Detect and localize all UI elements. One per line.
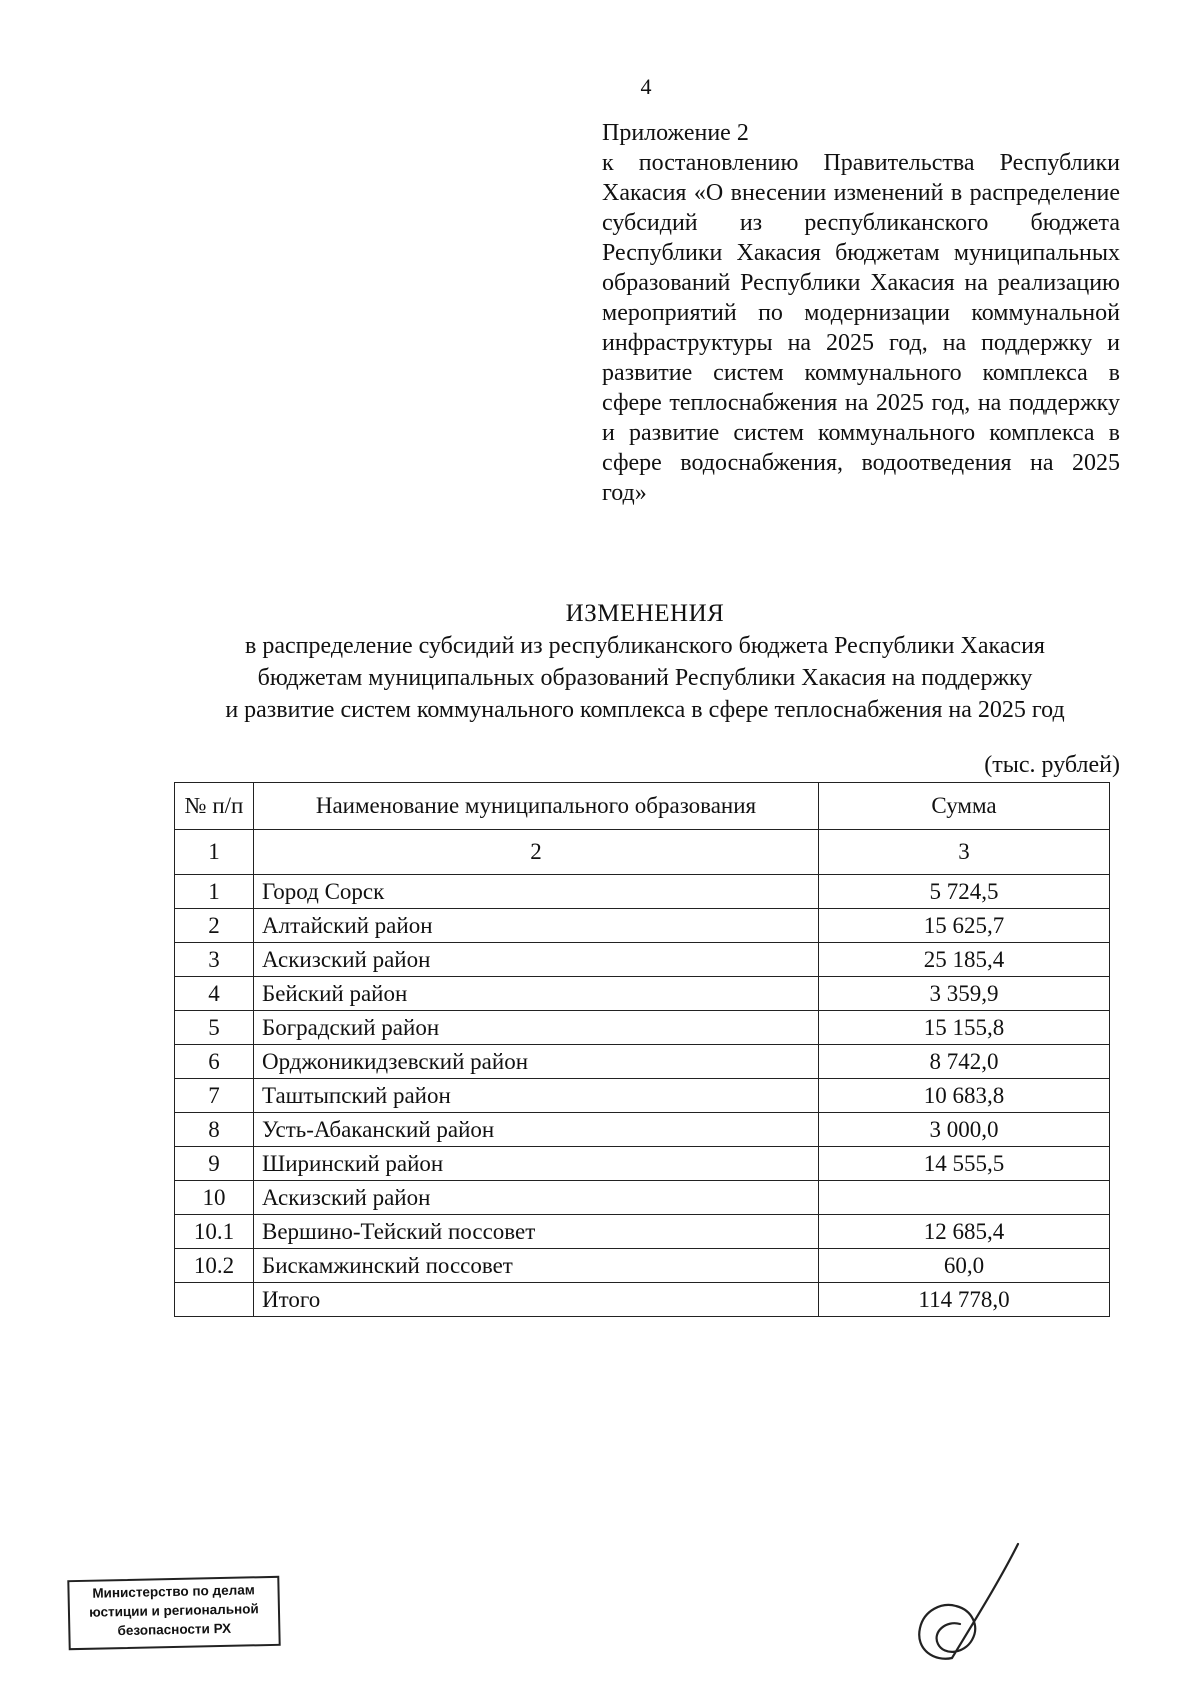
page-number: 4 xyxy=(640,74,652,99)
table-row xyxy=(175,1011,1110,1045)
heading-line-3: и развитие систем коммунального комплекса в сфере теплоснабжения на 2025 год xyxy=(225,697,1065,723)
row-number-cell: 10.1 xyxy=(175,1215,254,1249)
stamp-line-1: Министерство по делам xyxy=(92,1582,255,1601)
stamp-line-3: безопасности РХ xyxy=(117,1620,232,1639)
table-row xyxy=(175,1147,1110,1181)
table-row xyxy=(175,909,1110,943)
row-sum-cell: 5 724,5 xyxy=(819,875,1110,909)
header-name: Наименование муниципального образования xyxy=(254,783,819,830)
row-sum-cell: 10 683,8 xyxy=(819,1079,1110,1113)
subsidy-table xyxy=(174,782,1110,1317)
row-number-cell: 10.2 xyxy=(175,1249,254,1283)
row-sum-cell xyxy=(819,1181,1110,1215)
table-row xyxy=(175,977,1110,1011)
row-sum-cell: 8 742,0 xyxy=(819,1045,1110,1079)
row-number-cell: 4 xyxy=(175,977,254,1011)
appendix-body: к постановлению Правительства Республики Хакасия «О внесении изменений в распределение субсидий из республиканского бюджета Республики Хакасия бюджетам муниципальных образований Республики Хакасия на реализацию мероприятий по модернизации коммунальной инфраструктуры на 2025 год, на поддержку и развитие систем коммунального комплекса в сфере теплоснабжения на 2025 год, на поддержку и развитие систем коммунального комплекса в сфере водоснабжения, водоотведения на 2025 год» xyxy=(602,150,1120,506)
heading-title: ИЗМЕНЕНИЯ xyxy=(565,600,725,627)
stamp-line-2: юстиции и региональной xyxy=(88,1601,259,1620)
column-number-2: 2 xyxy=(254,830,819,875)
row-name-cell: Боградский район xyxy=(254,1011,819,1045)
appendix-block xyxy=(602,118,1120,508)
row-number-cell: 7 xyxy=(175,1079,254,1113)
table-row xyxy=(175,1113,1110,1147)
row-name-cell: Город Сорск xyxy=(254,875,819,909)
row-sum-cell: 60,0 xyxy=(819,1249,1110,1283)
table-row xyxy=(175,1249,1110,1283)
row-name-cell: Алтайский район xyxy=(254,909,819,943)
row-name-cell: Ширинский район xyxy=(254,1147,819,1181)
row-name-cell: Вершино-Тейский поссовет xyxy=(254,1215,819,1249)
row-sum-cell: 14 555,5 xyxy=(819,1147,1110,1181)
row-number-cell: 6 xyxy=(175,1045,254,1079)
row-name-cell: Аскизский район xyxy=(254,1181,819,1215)
header-number: № п/п xyxy=(175,783,254,830)
row-number-cell: 3 xyxy=(175,943,254,977)
row-number-cell: 2 xyxy=(175,909,254,943)
column-number-row xyxy=(175,830,1110,875)
row-name-cell: Бискамжинский поссовет xyxy=(254,1249,819,1283)
ministry-stamp xyxy=(67,1576,280,1650)
table-header-row xyxy=(175,783,1110,830)
table-row xyxy=(175,1283,1110,1317)
row-name-cell: Таштыпский район xyxy=(254,1079,819,1113)
appendix-title: Приложение 2 xyxy=(602,120,749,146)
signature-image xyxy=(880,1540,1040,1670)
column-number-1: 1 xyxy=(175,830,254,875)
heading-line-2: бюджетам муниципальных образований Республики Хакасия на поддержку xyxy=(257,665,1033,691)
table-row xyxy=(175,875,1110,909)
row-number-cell: 8 xyxy=(175,1113,254,1147)
row-number-cell: 9 xyxy=(175,1147,254,1181)
row-sum-cell: 15 155,8 xyxy=(819,1011,1110,1045)
row-name-cell: Орджоникидзевский район xyxy=(254,1045,819,1079)
row-sum-cell: 25 185,4 xyxy=(819,943,1110,977)
column-number-3: 3 xyxy=(819,830,1110,875)
header-sum: Сумма xyxy=(819,783,1110,830)
row-number-cell: 5 xyxy=(175,1011,254,1045)
table-row xyxy=(175,1215,1110,1249)
document-heading xyxy=(160,598,1130,726)
row-number-cell: 10 xyxy=(175,1181,254,1215)
table-row xyxy=(175,1079,1110,1113)
table-row xyxy=(175,943,1110,977)
row-sum-cell: 3 359,9 xyxy=(819,977,1110,1011)
table-row xyxy=(175,1045,1110,1079)
row-number-cell xyxy=(175,1283,254,1317)
row-sum-cell: 15 625,7 xyxy=(819,909,1110,943)
heading-line-1: в распределение субсидий из республиканского бюджета Республики Хакасия xyxy=(245,633,1045,659)
units-label: (тыс. рублей) xyxy=(984,752,1120,778)
table-row xyxy=(175,1181,1110,1215)
row-name-cell: Усть-Абаканский район xyxy=(254,1113,819,1147)
row-sum-cell: 3 000,0 xyxy=(819,1113,1110,1147)
row-number-cell: 1 xyxy=(175,875,254,909)
row-sum-cell: 12 685,4 xyxy=(819,1215,1110,1249)
row-name-cell: Аскизский район xyxy=(254,943,819,977)
row-name-cell: Бейский район xyxy=(254,977,819,1011)
row-sum-cell: 114 778,0 xyxy=(819,1283,1110,1317)
row-name-cell: Итого xyxy=(254,1283,819,1317)
